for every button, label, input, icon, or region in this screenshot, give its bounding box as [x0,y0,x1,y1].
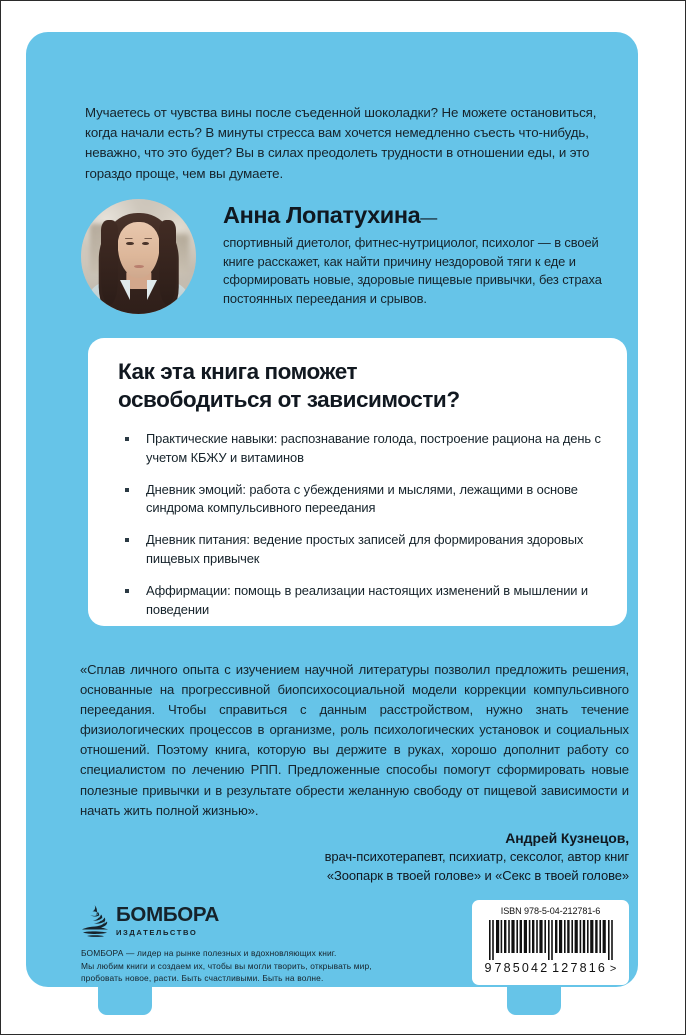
list-item-text: Дневник эмоций: работа с убеждениями и мыслями, лежащими в основе синдрома компульсивного переедания [146,481,578,516]
portrait-eye-left [126,242,133,246]
list-item [118,582,601,620]
author-description: спортивный диетолог, фитнес-нутрициолог, психолог — в своей книге расскажет, как найти причину нездоровой тяги к еде и сформировать новые, здоровые пищевые привычки, без страха постоянных переедания и срывов. [223,235,602,306]
testimonial-quote: «Сплав личного опыта с изучением научной литературы позволил предложить решения, основанные на прогрессивной биопсихосоциальной модели коррекции компульсивного переедания. Чтобы справиться с данным расстройством, нужно знать течение физиологических процессов в организме, роль психологических установок и социальных отношений. Поэтому книга, которую вы держите в руках, хорошо дополнит работу со специалистом по лечению РПП. Предложенные способы помогут сформировать новые полезные привычки и в результате обрести желанную свободу от пищевой зависимости и начать жить полной жизнью». [80,662,629,818]
author-name: Анна Лопатухина [223,202,421,228]
list-item-text: Дневник питания: ведение простых записей для формирования здоровых пищевых привычек [146,532,584,566]
intro-paragraph: Мучаетесь от чувства вины после съеденной шоколадки? Не можете остановиться, когда начали есть? В минуты стресса вам хочется немедленно съесть что-нибудь, неважно, что это будет? Вы в силах преодолеть трудности в отношении еды, и это гораздо проще, чем вы думаете. [85,105,597,181]
bullet-square-icon [125,538,129,542]
bullet-square-icon [125,437,129,441]
publisher-blurb-line-1: БОМБОРА — лидер на рынке полезных и вдохновляющих книг. [81,948,337,958]
isbn-number: ISBN 978-5-04-212781-6 [500,906,601,916]
ean-right-group: 127816 [552,961,608,975]
portrait-lips [134,265,144,268]
ean-trailing-mark: > [609,963,617,975]
publisher-logo [81,904,411,938]
list-item [118,430,601,468]
benefits-card [88,338,627,626]
cover-foot-left [98,987,152,1015]
isbn-barcode-box [472,900,629,985]
testimonial-quote-block [80,660,629,821]
ean-left-group: 785042 [494,961,550,975]
publisher-block [81,904,411,985]
publisher-subtitle: ИЗДАТЕЛЬСТВО [116,928,198,937]
author-text-block [223,201,627,308]
portrait-hair-strand-left [101,220,118,305]
list-item-text: Аффирмации: помощь в реализации настоящих изменений в мышлении и поведении [146,582,588,617]
attribution-name: Андрей Кузнецов, [505,830,629,846]
publisher-blurb [81,947,411,985]
portrait-collar-left [120,280,130,300]
bullet-square-icon [125,488,129,492]
portrait-collar-right [147,280,157,300]
benefits-card-title-line-2: освободиться от зависимости? [118,387,460,412]
author-name-line [223,201,627,232]
ean13-barcode-icon [487,920,615,960]
attribution-credentials: врач-психотерапевт, психиатр, сексолог, автор книг [324,849,629,864]
ean13-digits [481,961,621,975]
publisher-wordmark [116,904,219,938]
list-item [118,531,601,569]
testimonial-attribution [80,829,629,885]
benefits-list [118,430,601,619]
publisher-blurb-line-3: пробовать новое, расти. Быть счастливыми. Быть на волне. [81,973,324,984]
list-item [118,481,601,519]
bullet-square-icon [125,589,129,593]
attribution-books: «Зоопарк в твоей голове» и «Секс в твоей голове» [326,867,629,883]
intro-paragraph-block [85,103,627,184]
portrait-hair-strand-right [159,220,176,305]
ean-first-digit: 9 [484,961,492,975]
list-item-text: Практические навыки: распознавание голода, построение рациона на день с учетом КБЖУ и витаминов [146,431,601,465]
benefits-card-title [118,358,601,414]
publisher-blurb-line-2: Мы любим книги и создаем их, чтобы вы могли творить, открывать мир, [81,960,372,971]
author-name-dash: — [420,208,438,227]
bombora-wave-mark-icon [81,904,109,938]
publisher-name: БОМБОРА [116,903,220,926]
author-portrait-photo [81,199,196,314]
cover-foot-right [507,987,561,1015]
benefits-card-title-line-1: Как эта книга поможет [118,359,358,384]
author-block [81,199,629,317]
book-back-cover [26,32,638,987]
